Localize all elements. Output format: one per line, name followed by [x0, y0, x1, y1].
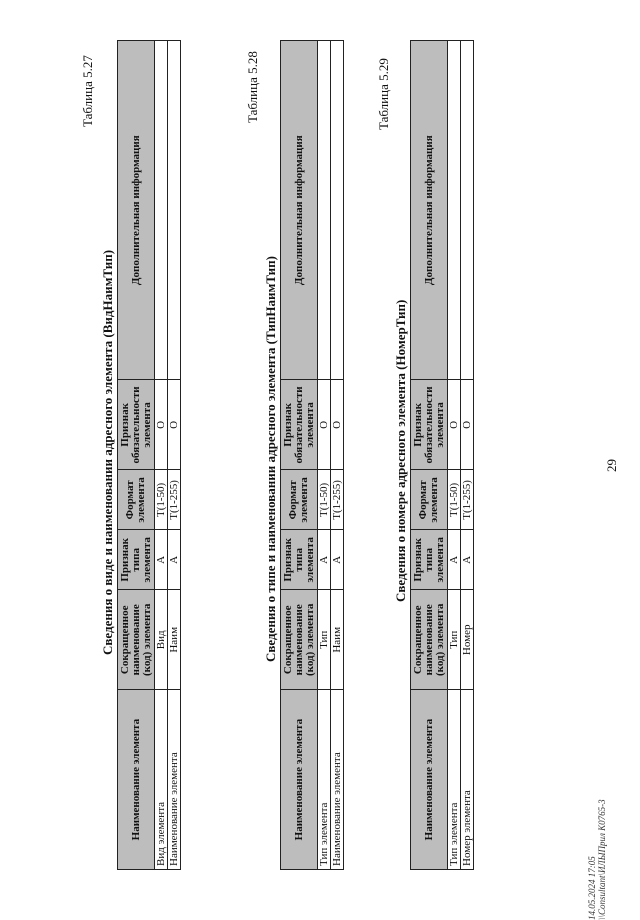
table-row: [448, 41, 461, 870]
col-header-info: Дополнительная информация: [118, 41, 155, 380]
cell-code: Номер: [461, 590, 474, 690]
col-header-info: Дополнительная информация: [281, 41, 318, 380]
cell-code: Вид: [155, 590, 168, 690]
table-title-5-27: Сведения о виде и наименовании адресного элемента (ВидНаимТип): [100, 249, 115, 655]
table-title-5-29: Сведения о номере адресного элемента (НомерТип): [393, 299, 408, 602]
cell-required: О: [155, 380, 168, 470]
cell-format: Т(1-255): [331, 470, 344, 530]
col-header-required: Признак обязательности элемента: [118, 380, 155, 470]
cell-name: Наименование элемента: [168, 690, 181, 870]
cell-type: А: [155, 530, 168, 590]
table-row: [168, 41, 181, 870]
col-header-name: Наименование элемента: [118, 690, 155, 870]
cell-name: Тип элемента: [318, 690, 331, 870]
table-5-27: [117, 40, 181, 870]
cell-name: Вид элемента: [155, 690, 168, 870]
footer-line-1: 14.05.2024 17:05: [587, 856, 597, 920]
cell-code: Наим: [168, 590, 181, 690]
cell-name: Номер элемента: [461, 690, 474, 870]
col-header-required: Признак обязательности элемента: [411, 380, 448, 470]
cell-required: О: [461, 380, 474, 470]
cell-info: [155, 41, 168, 380]
cell-format: Т(1-50): [155, 470, 168, 530]
col-header-format: Формат элемента: [411, 470, 448, 530]
table-row: [331, 41, 344, 870]
table-caption-5-28: Таблица 5.28: [245, 51, 260, 123]
cell-info: [461, 41, 474, 380]
col-header-type: Признак типа элемента: [281, 530, 318, 590]
col-header-required: Признак обязательности элемента: [281, 380, 318, 470]
table-title-5-28: Сведения о типе и наименовании адресного элемента (ТипНаимТип): [263, 256, 278, 662]
col-header-name: Наименование элемента: [411, 690, 448, 870]
cell-code: Тип: [448, 590, 461, 690]
cell-info: [168, 41, 181, 380]
cell-info: [331, 41, 344, 380]
col-header-name: Наименование элемента: [281, 690, 318, 870]
col-header-format: Формат элемента: [118, 470, 155, 530]
table-5-29: [410, 40, 474, 870]
cell-info: [318, 41, 331, 380]
cell-format: Т(1-50): [448, 470, 461, 530]
cell-type: А: [168, 530, 181, 590]
cell-required: О: [318, 380, 331, 470]
cell-type: А: [318, 530, 331, 590]
footer-line-2: \\Consultant\ИЛЫПрил К0765-3: [597, 799, 607, 920]
table-5-28: [280, 40, 344, 870]
col-header-code: Сокращенное наименование (код) элемента: [118, 590, 155, 690]
cell-type: А: [461, 530, 474, 590]
cell-required: О: [448, 380, 461, 470]
table-caption-5-29: Таблица 5.29: [376, 58, 391, 130]
cell-type: А: [331, 530, 344, 590]
col-header-info: Дополнительная информация: [411, 41, 448, 380]
col-header-format: Формат элемента: [281, 470, 318, 530]
cell-info: [448, 41, 461, 380]
cell-code: Тип: [318, 590, 331, 690]
footer-note: [587, 799, 607, 920]
col-header-type: Признак типа элемента: [118, 530, 155, 590]
cell-format: Т(1-255): [461, 470, 474, 530]
cell-type: А: [448, 530, 461, 590]
cell-format: Т(1-255): [168, 470, 181, 530]
table-row: [155, 41, 168, 870]
cell-name: Тип элемента: [448, 690, 461, 870]
col-header-code: Сокращенное наименование (код) элемента: [281, 590, 318, 690]
col-header-type: Признак типа элемента: [411, 530, 448, 590]
cell-name: Наименование элемента: [331, 690, 344, 870]
table-caption-5-27: Таблица 5.27: [80, 55, 95, 127]
cell-code: Наим: [331, 590, 344, 690]
cell-required: О: [331, 380, 344, 470]
col-header-code: Сокращенное наименование (код) элемента: [411, 590, 448, 690]
cell-required: О: [168, 380, 181, 470]
table-row: [461, 41, 474, 870]
cell-format: Т(1-50): [318, 470, 331, 530]
page-number: 29: [604, 459, 619, 472]
table-row: [318, 41, 331, 870]
